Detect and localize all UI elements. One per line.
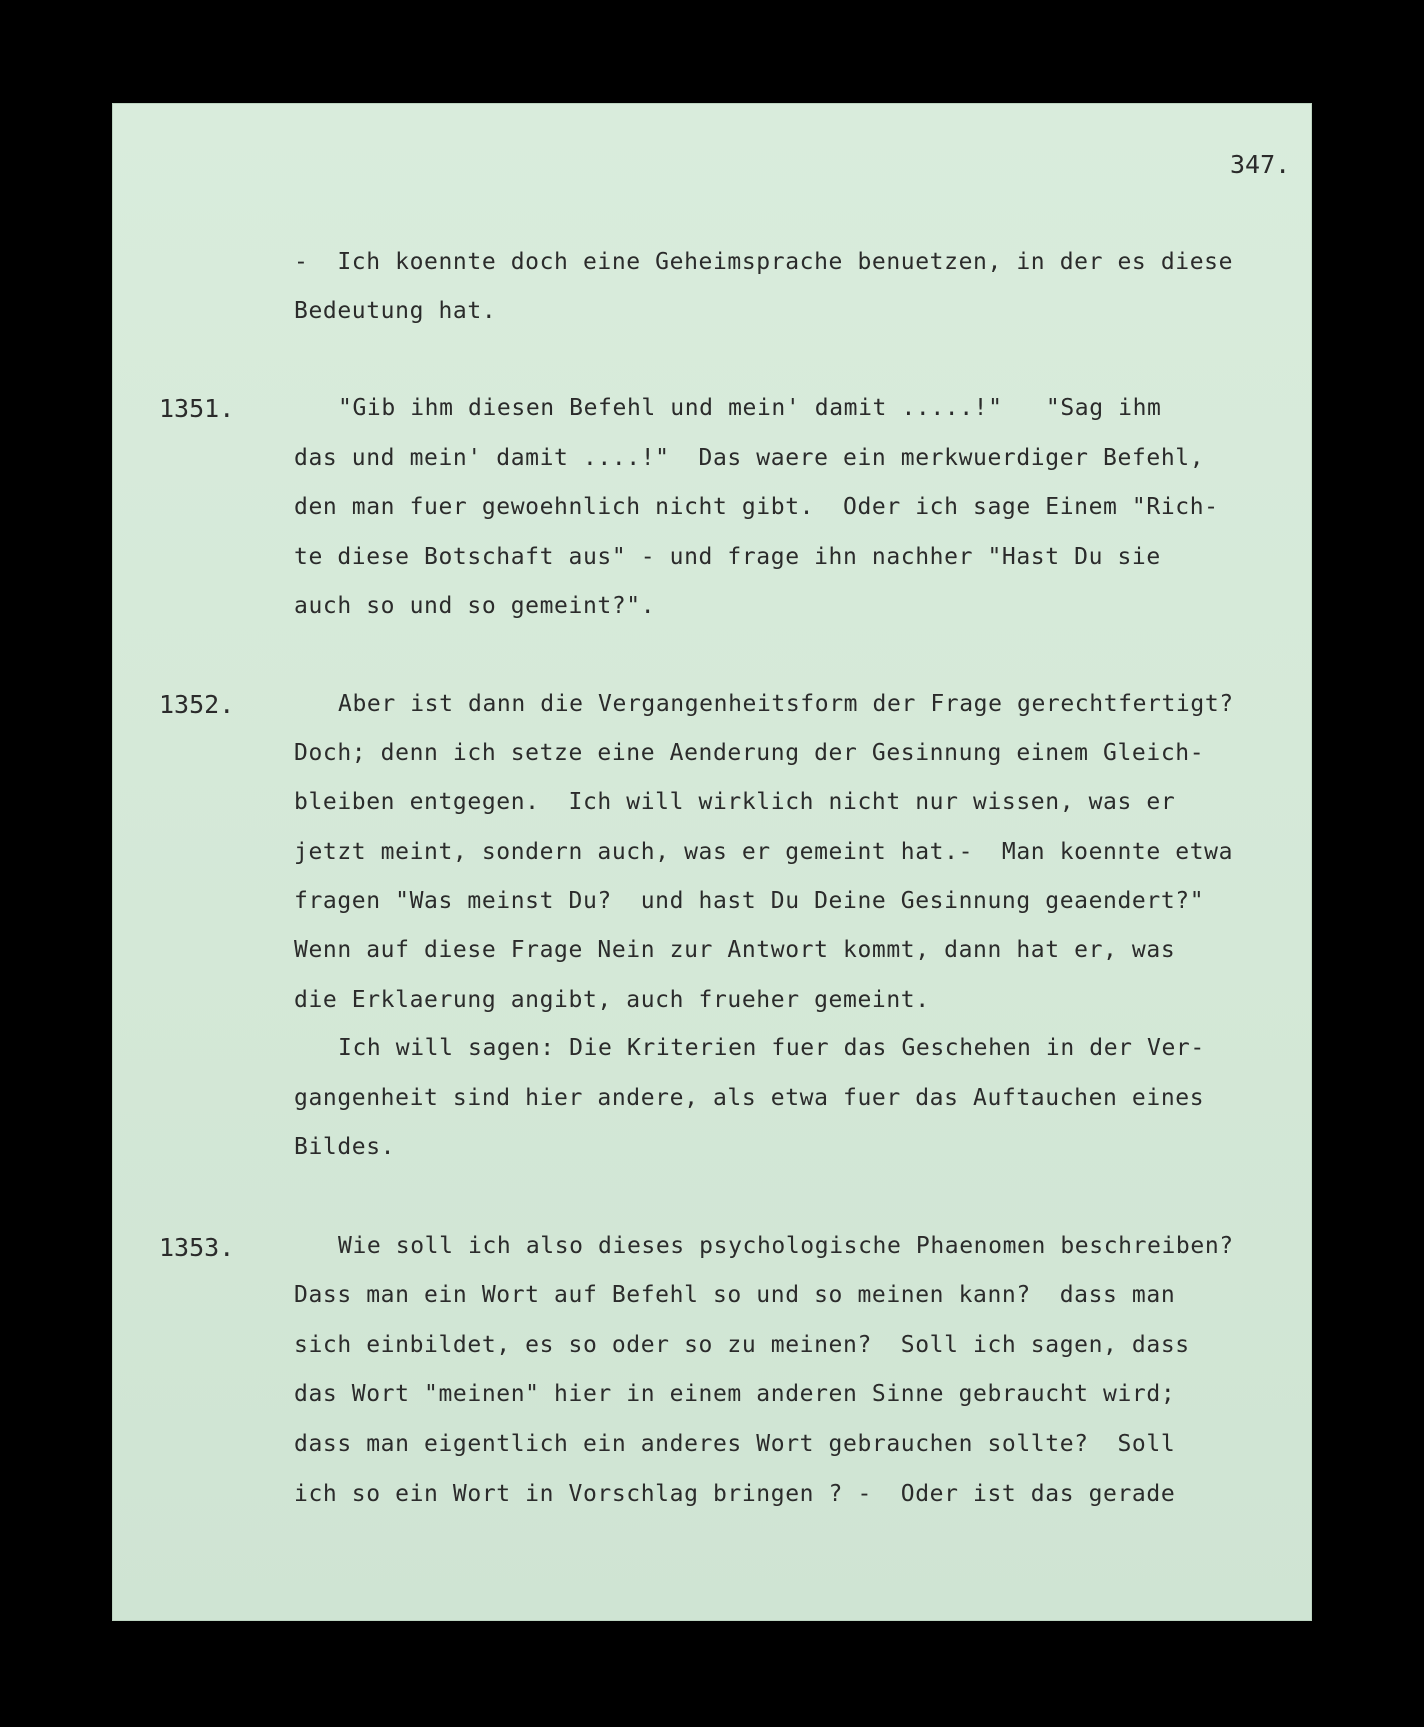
paragraph-number-1352: 1352. [159,690,235,719]
text-line: dass man eigentlich ein anderes Wort gebrauchen sollte? Soll [294,1431,1176,1457]
text-line: das Wort "meinen" hier in einem anderen Sinne gebraucht wird; [294,1381,1176,1407]
text-line: das und mein' damit ....!" Das waere ein merkwuerdiger Befehl, [294,445,1205,471]
paragraph-number-1351: 1351. [159,394,235,423]
text-line: fragen "Was meinst Du? und hast Du Deine Gesinnung geaendert?" [294,888,1205,914]
text-line: sich einbildet, es so oder so zu meinen? Soll ich sagen, dass [294,1332,1190,1358]
text-line: den man fuer gewoehnlich nicht gibt. Oder ich sage Einem "Rich- [294,494,1219,520]
paragraph-number-1353: 1353. [159,1233,235,1262]
text-line: ich so ein Wort in Vorschlag bringen ? - Oder ist das gerade [294,1481,1176,1507]
text-line: Aber ist dann die Vergangenheitsform der Frage gerechtfertigt? [338,691,1234,717]
text-line: Doch; denn ich setze eine Aenderung der Gesinnung einem Gleich- [294,740,1205,766]
text-line: Ich will sagen: Die Kriterien fuer das Geschehen in der Ver- [338,1035,1205,1061]
text-line: gangenheit sind hier andere, als etwa fuer das Auftauchen eines [294,1085,1205,1111]
text-line: die Erklaerung angibt, auch frueher gemeint. [294,987,930,1013]
text-line: jetzt meint, sondern auch, was er gemeint hat.- Man koennte etwa [294,839,1234,865]
text-line: auch so und so gemeint?". [294,593,656,619]
page-number: 347. [1230,150,1291,179]
text-line: Bildes. [294,1134,396,1160]
text-line: - Ich koennte doch eine Geheimsprache benuetzen, in der es diese [294,249,1234,275]
text-line: Wie soll ich also dieses psychologische Phaenomen beschreiben? [338,1233,1234,1259]
text-line: Dass man ein Wort auf Befehl so und so meinen kann? dass man [294,1282,1176,1308]
text-line: Wenn auf diese Frage Nein zur Antwort kommt, dann hat er, was [294,937,1176,963]
text-line: bleiben entgegen. Ich will wirklich nicht nur wissen, was er [294,789,1176,815]
text-line: Bedeutung hat. [294,298,497,324]
text-line: "Gib ihm diesen Befehl und mein' damit .....!" "Sag ihm [338,395,1162,421]
text-line: te diese Botschaft aus" - und frage ihn nachher "Hast Du sie [294,544,1161,570]
